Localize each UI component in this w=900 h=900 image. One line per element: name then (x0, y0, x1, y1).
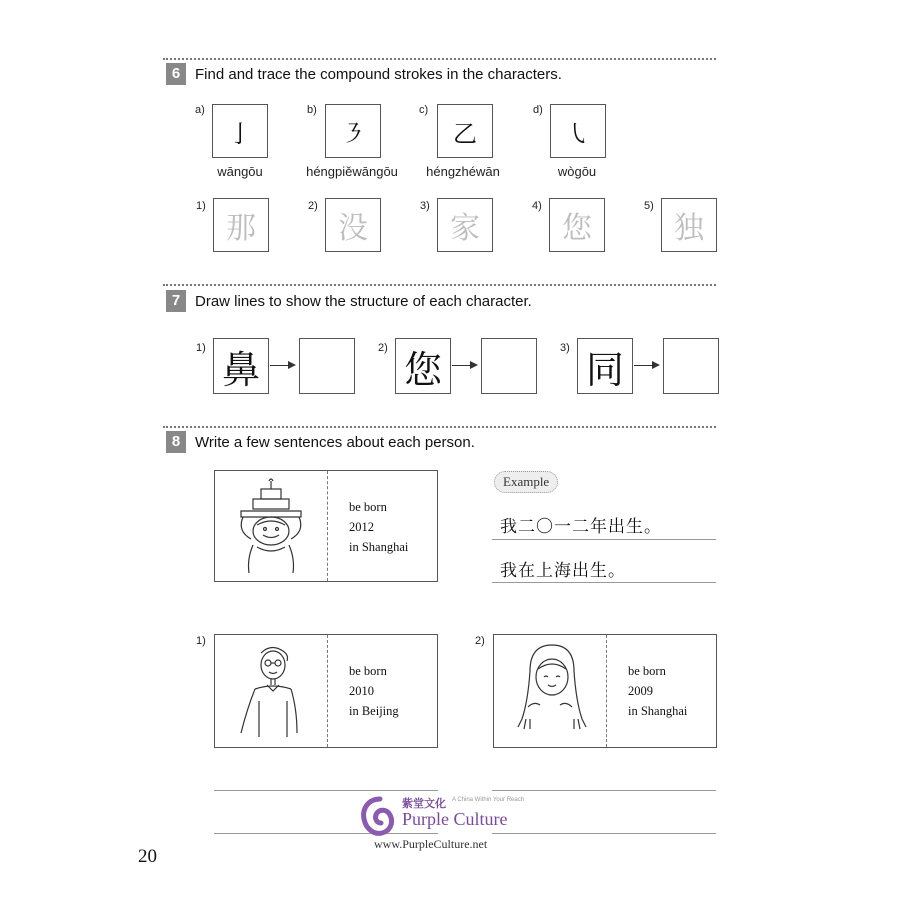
stroke-d-box (550, 104, 606, 158)
stroke-c-letter: c) (419, 104, 429, 116)
stroke-a-letter: a) (195, 104, 205, 116)
example-sentence-2: 我在上海出生。 (500, 561, 626, 581)
trace-4-box[interactable] (549, 198, 605, 252)
example-line-2 (492, 582, 716, 583)
girl-with-cake-illustration (223, 477, 319, 575)
example-card-divider (327, 471, 328, 581)
stroke-c-pinyin: héngzhéwān (426, 164, 500, 179)
stroke-c-box (437, 104, 493, 158)
card-2-line3: in Shanghai (628, 704, 688, 718)
answer-line-1a[interactable] (214, 790, 438, 791)
structure-3-answer-box[interactable] (663, 338, 719, 394)
structure-2-char: 您 (403, 347, 442, 392)
person-card-2 (493, 634, 717, 748)
card-2-text (628, 661, 687, 721)
stroke-c-glyph: 乙 (453, 119, 477, 148)
logo-brand: Purple Culture (402, 809, 508, 829)
structure-3-char-box (577, 338, 633, 394)
card-1-line2: 2010 (349, 684, 374, 698)
stroke-d-glyph: ㇂ (566, 119, 590, 148)
trace-1-box[interactable] (213, 198, 269, 252)
arrow-right-icon (634, 365, 658, 366)
card-1-line3: in Beijing (349, 704, 399, 718)
logo-tagline: A China Within Your Reach (452, 797, 525, 803)
structure-2-char-box (395, 338, 451, 394)
structure-3-char: 同 (585, 347, 624, 392)
section-7-divider (163, 284, 716, 286)
example-line-1 (492, 539, 716, 540)
stroke-d-letter: d) (533, 104, 543, 116)
stroke-b-letter: b) (307, 104, 317, 116)
card-1-text (349, 661, 399, 721)
arrow-right-icon (452, 365, 476, 366)
card-1-line1: be born (349, 664, 387, 678)
section-7-instruction: Draw lines to show the structure of each character. (195, 293, 532, 310)
section-6-divider (163, 58, 716, 60)
arrow-right-icon (270, 365, 294, 366)
answer-line-2a[interactable] (492, 790, 716, 791)
card-2-line2: 2009 (628, 684, 653, 698)
section-6-instruction: Find and trace the compound strokes in the characters. (195, 66, 562, 83)
trace-4-number: 4) (532, 200, 542, 212)
structure-3-number: 3) (560, 342, 570, 354)
trace-5-char: 独 (674, 211, 704, 246)
card-2-divider (606, 635, 607, 747)
example-sentence-1: 我二〇一二年出生。 (500, 517, 662, 537)
example-card-line2: 2012 (349, 520, 374, 534)
page-number: 20 (138, 846, 157, 867)
trace-3-char: 家 (450, 211, 480, 246)
card-2-line1: be born (628, 664, 666, 678)
section-8-divider (163, 426, 716, 428)
trace-3-number: 3) (420, 200, 430, 212)
person-card-1 (214, 634, 438, 748)
purple-culture-logo-icon (360, 795, 400, 839)
card-1-divider (327, 635, 328, 747)
logo-url: www.PurpleCulture.net (374, 837, 488, 851)
structure-1-char: 鼻 (221, 347, 260, 392)
structure-2-number: 2) (378, 342, 388, 354)
example-card (214, 470, 438, 582)
stroke-a-glyph: 亅 (228, 119, 252, 148)
section-7-number: 7 (166, 290, 186, 312)
stroke-a-pinyin: wāngōu (217, 164, 263, 179)
purple-culture-watermark (360, 795, 560, 855)
trace-5-box[interactable] (661, 198, 717, 252)
example-card-line1: be born (349, 500, 387, 514)
structure-1-answer-box[interactable] (299, 338, 355, 394)
trace-2-char: 没 (338, 211, 368, 246)
girl-illustration (508, 641, 594, 741)
structure-2-answer-box[interactable] (481, 338, 537, 394)
trace-1-char: 那 (226, 211, 256, 246)
trace-3-box[interactable] (437, 198, 493, 252)
structure-1-char-box (213, 338, 269, 394)
section-8-number: 8 (166, 431, 186, 453)
stroke-a-box (212, 104, 268, 158)
section-6-number: 6 (166, 63, 186, 85)
trace-4-char: 您 (562, 211, 592, 246)
trace-2-number: 2) (308, 200, 318, 212)
section-8-instruction: Write a few sentences about each person. (195, 434, 475, 451)
example-card-line3: in Shanghai (349, 540, 409, 554)
structure-1-number: 1) (196, 342, 206, 354)
stroke-d-pinyin: wògōu (557, 164, 597, 179)
trace-5-number: 5) (644, 200, 654, 212)
trace-1-number: 1) (196, 200, 206, 212)
example-card-text (349, 497, 408, 557)
stroke-b-glyph: ㇋ (341, 119, 365, 148)
stroke-b-pinyin: héngpiěwāngōu (306, 164, 398, 179)
card-1-number: 1) (196, 635, 206, 647)
example-label: Example (494, 471, 558, 493)
stroke-b-box (325, 104, 381, 158)
card-2-number: 2) (475, 635, 485, 647)
trace-2-box[interactable] (325, 198, 381, 252)
boy-illustration (233, 641, 313, 741)
logo-chinese-text: 紫堂文化 (402, 797, 446, 810)
